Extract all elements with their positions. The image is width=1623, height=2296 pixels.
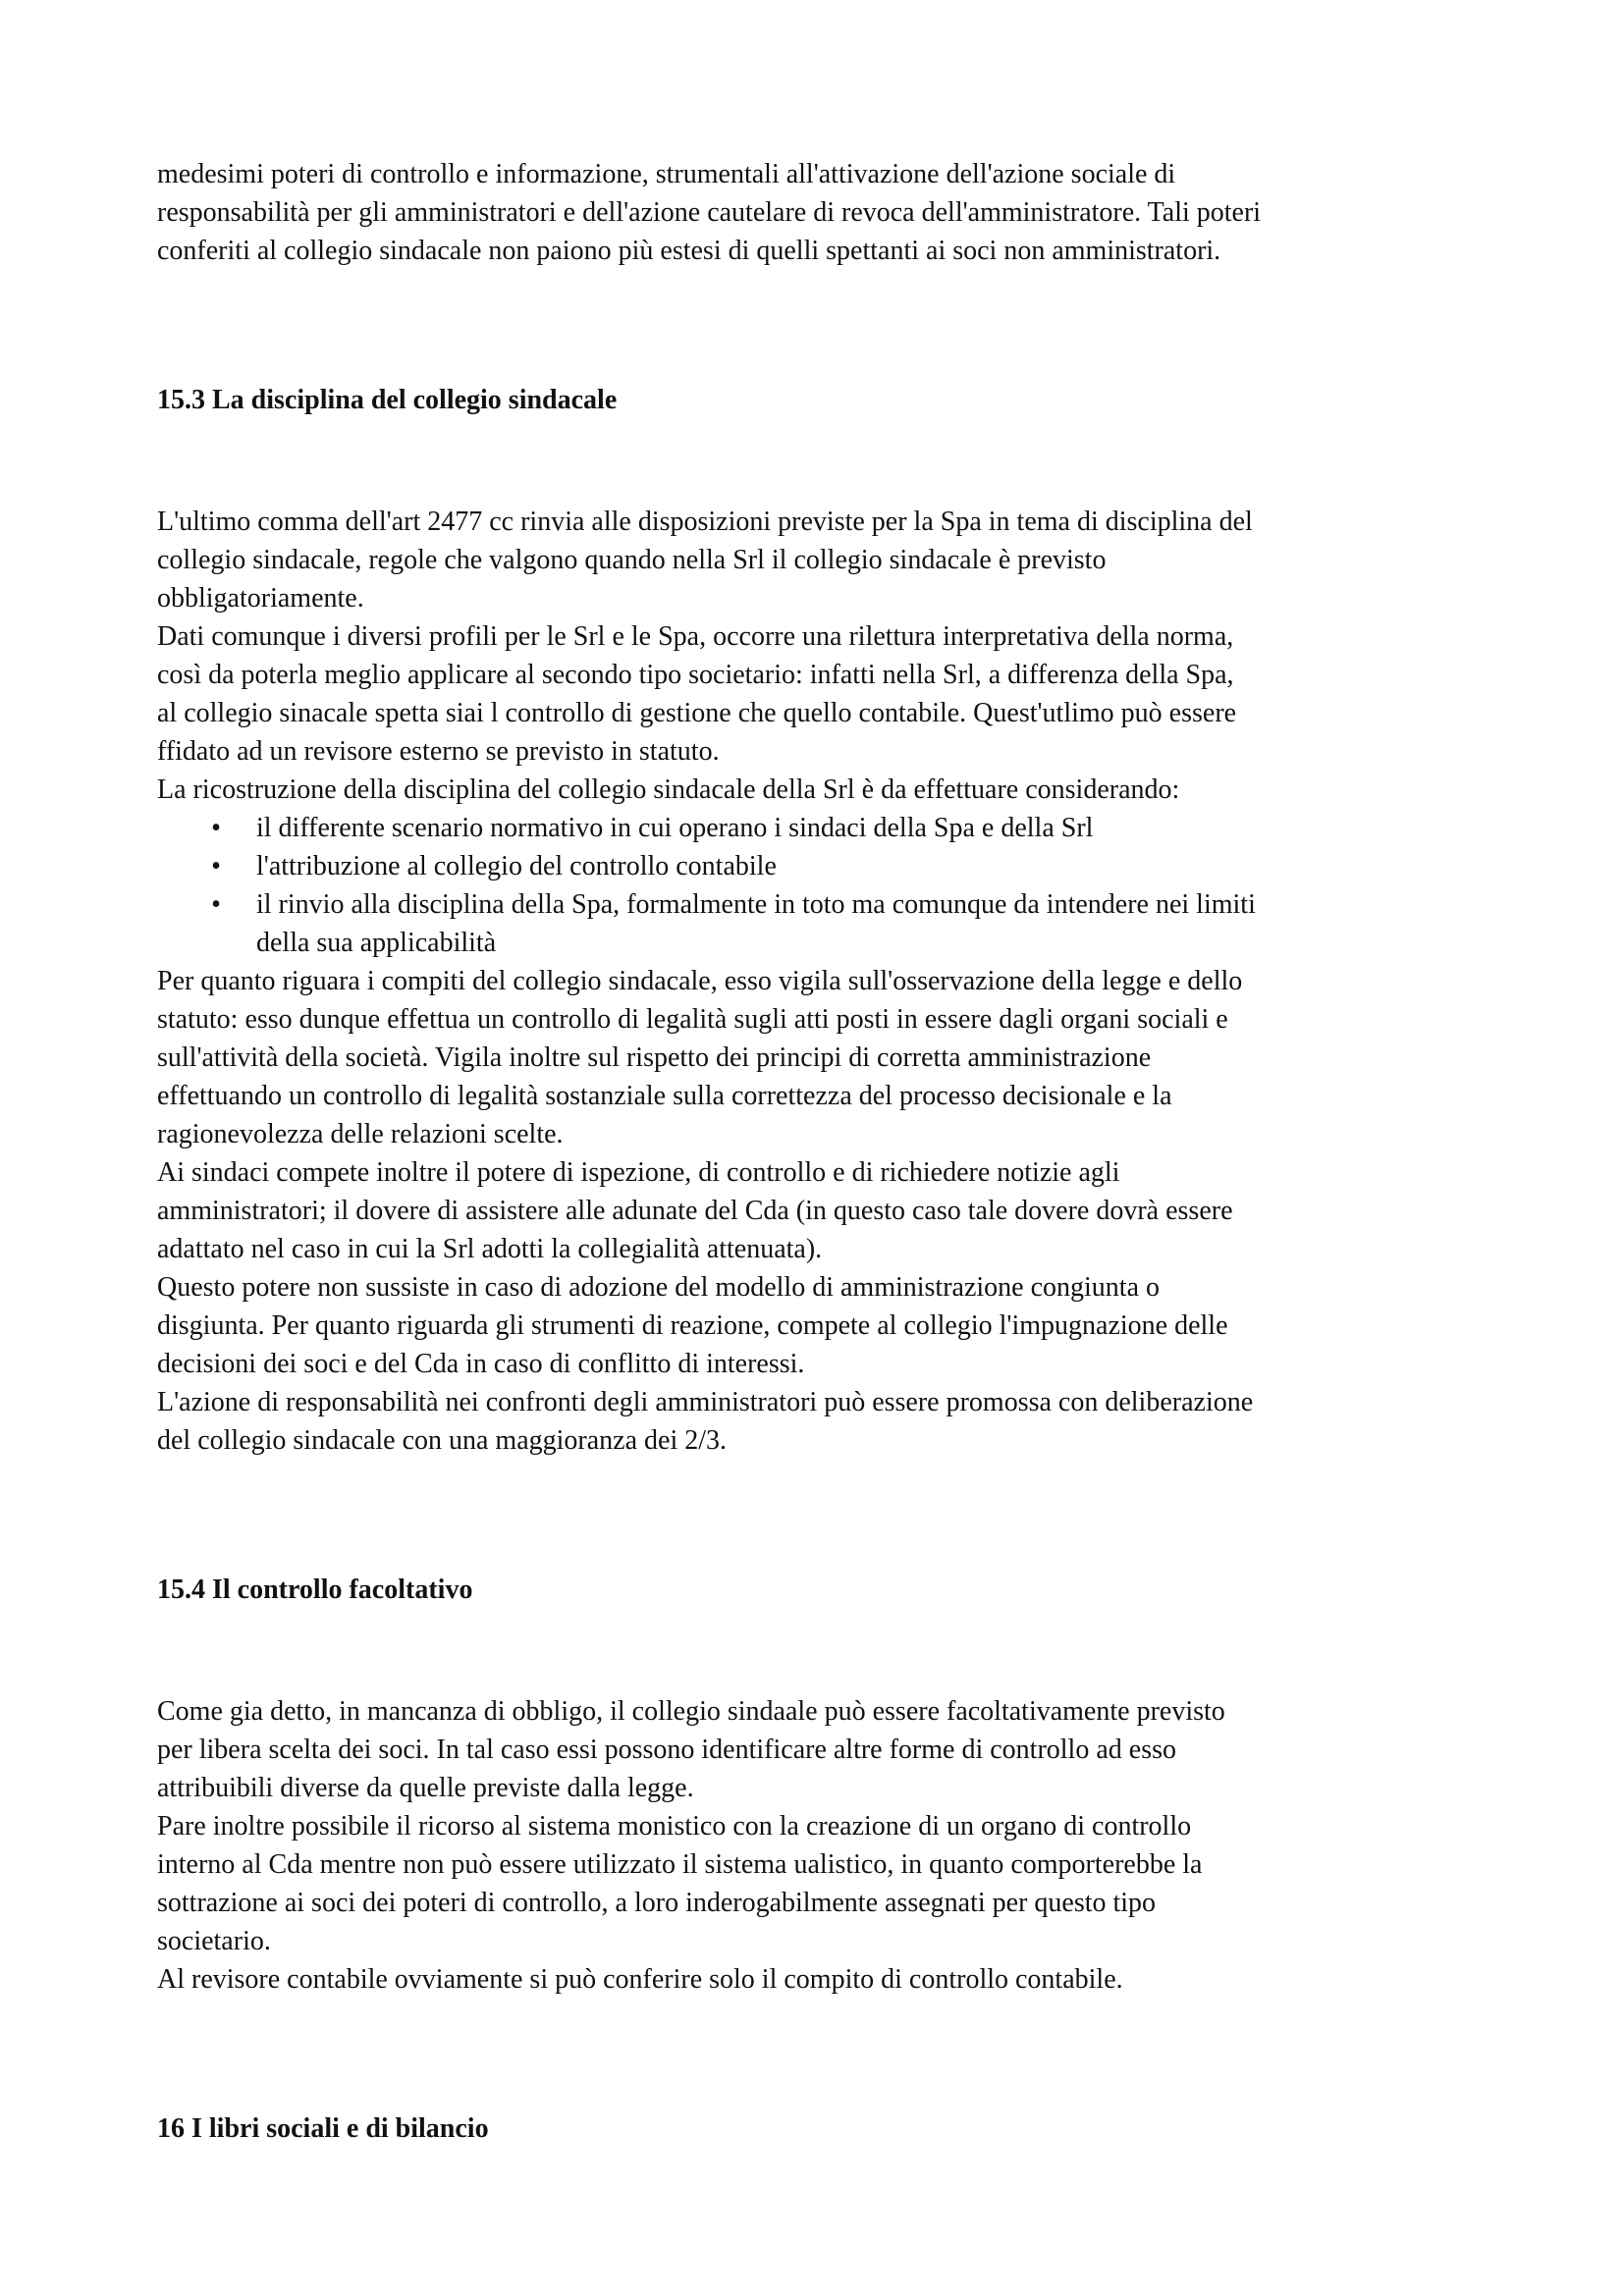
text-line: medesimi poteri di controllo e informazione, strumentali all'attivazione dell'azione sociale di: [157, 159, 1176, 189]
text-line: ffidato ad un revisore esterno se previsto in statuto.: [157, 736, 720, 767]
text-line: Al revisore contabile ovviamente si può conferire solo il compito di controllo contabile.: [157, 1964, 1123, 1995]
paragraph: [157, 617, 1468, 771]
bullet-list: [157, 809, 1468, 962]
paragraph: [157, 1692, 1468, 1807]
paragraph: [157, 1960, 1468, 1999]
text-line: sull'attività della società. Vigila inoltre sul rispetto dei principi di corretta amministrazione: [157, 1042, 1152, 1073]
text-line: disgiunta. Per quanto riguarda gli strumenti di reazione, compete al collegio l'impugnazione delle: [157, 1310, 1228, 1341]
text-line: Ai sindaci compete inoltre il potere di ispezione, di controllo e di richiedere notizie agli: [157, 1157, 1120, 1188]
text-line: L'azione di responsabilità nei confronti degli amministratori può essere promossa con deliberazione: [157, 1387, 1254, 1417]
paragraph: [157, 1268, 1468, 1383]
text-line: adattato nel caso in cui la Srl adotti la collegialità attenuata).: [157, 1234, 823, 1264]
paragraph: [157, 1807, 1468, 1960]
text-line: così da poterla meglio applicare al secondo tipo societario: infatti nella Srl, a differenza della Spa,: [157, 660, 1234, 690]
text-line: societario.: [157, 1926, 271, 1956]
text-line: responsabilità per gli amministratori e dell'azione cautelare di revoca dell'amministratore. Tali poteri: [157, 197, 1262, 228]
paragraph: [157, 1383, 1468, 1460]
spacer: [157, 1609, 1468, 1692]
text-line: Dati comunque i diversi profili per le Srl e le Spa, occorre una rilettura interpretativa della norma,: [157, 621, 1234, 652]
text-line: La ricostruzione della disciplina del collegio sindacale della Srl è da effettuare considerando:: [157, 774, 1180, 805]
list-item: [157, 847, 1468, 885]
list-item: [157, 885, 1468, 962]
text-line: il rinvio alla disciplina della Spa, formalmente in toto ma comunque da intendere nei limiti: [256, 889, 1256, 920]
text-line: Per quanto riguara i compiti del collegio sindacale, esso vigila sull'osservazione della legge e dello: [157, 966, 1243, 996]
bullet-icon: •: [211, 851, 221, 881]
text-line: Pare inoltre possibile il ricorso al sistema monistico con la creazione di un organo di controllo: [157, 1811, 1192, 1842]
text-line: della sua applicabilità: [256, 928, 497, 958]
text-line: l'attribuzione al collegio del controllo contabile: [256, 851, 777, 881]
list-item: [157, 809, 1468, 847]
text-line: Questo potere non sussiste in caso di adozione del modello di amministrazione congiunta o: [157, 1272, 1161, 1303]
text-line: sottrazione ai soci dei poteri di controllo, a loro inderogabilmente assegnati per questo tipo: [157, 1888, 1157, 1918]
text-line: del collegio sindacale con una maggioranza dei 2/3.: [157, 1425, 728, 1456]
section-heading-15-4: 15.4 Il controllo facoltativo: [157, 1575, 473, 1605]
text-line: interno al Cda mentre non può essere utilizzato il sistema ualistico, in quanto comporterebbe la: [157, 1849, 1203, 1880]
text-line: il differente scenario normativo in cui operano i sindaci della Spa e della Srl: [256, 813, 1094, 843]
text-line: ragionevolezza delle relazioni scelte.: [157, 1119, 564, 1149]
text-line: per libera scelta dei soci. In tal caso essi possono identificare altre forme di controllo ad esso: [157, 1735, 1176, 1765]
text-line: statuto: esso dunque effettua un controllo di legalità sugli atti posti in essere dagli organi sociali e: [157, 1004, 1228, 1035]
spacer: [157, 270, 1468, 381]
bullet-icon: •: [211, 889, 221, 920]
text-line: amministratori; il dovere di assistere alle adunate del Cda (in questo caso tale dovere dovrà essere: [157, 1196, 1233, 1226]
text-line: effettuando un controllo di legalità sostanziale sulla correttezza del processo decisionale e la: [157, 1081, 1172, 1111]
spacer: [157, 419, 1468, 503]
text-line: attribuibili diverse da quelle previste dalla legge.: [157, 1773, 694, 1803]
text-line: L'ultimo comma dell'art 2477 cc rinvia alle disposizioni previste per la Spa in tema di disciplina del: [157, 507, 1253, 537]
bullet-icon: •: [211, 813, 221, 843]
paragraph: [157, 1153, 1468, 1268]
paragraph: [157, 771, 1468, 809]
text-line: conferiti al collegio sindacale non paiono più estesi di quelli spettanti ai soci non amministratori.: [157, 236, 1221, 266]
spacer: [157, 1999, 1468, 2109]
section-heading-15-3: 15.3 La disciplina del collegio sindacale: [157, 385, 618, 415]
text-line: obbligatoriamente.: [157, 583, 364, 614]
paragraph: [157, 962, 1468, 1153]
spacer: [157, 1460, 1468, 1571]
paragraph: [157, 503, 1468, 617]
text-line: al collegio sinacale spetta siai l controllo di gestione che quello contabile. Quest'utlimo può essere: [157, 698, 1237, 728]
section-heading-16: 16 I libri sociali e di bilancio: [157, 2113, 489, 2144]
text-line: Come gia detto, in mancanza di obbligo, il collegio sindaale può essere facoltativamente previsto: [157, 1696, 1225, 1727]
intro-paragraph: [157, 155, 1468, 270]
text-line: decisioni dei soci e del Cda in caso di conflitto di interessi.: [157, 1349, 805, 1379]
text-line: collegio sindacale, regole che valgono quando nella Srl il collegio sindacale è previsto: [157, 545, 1107, 575]
